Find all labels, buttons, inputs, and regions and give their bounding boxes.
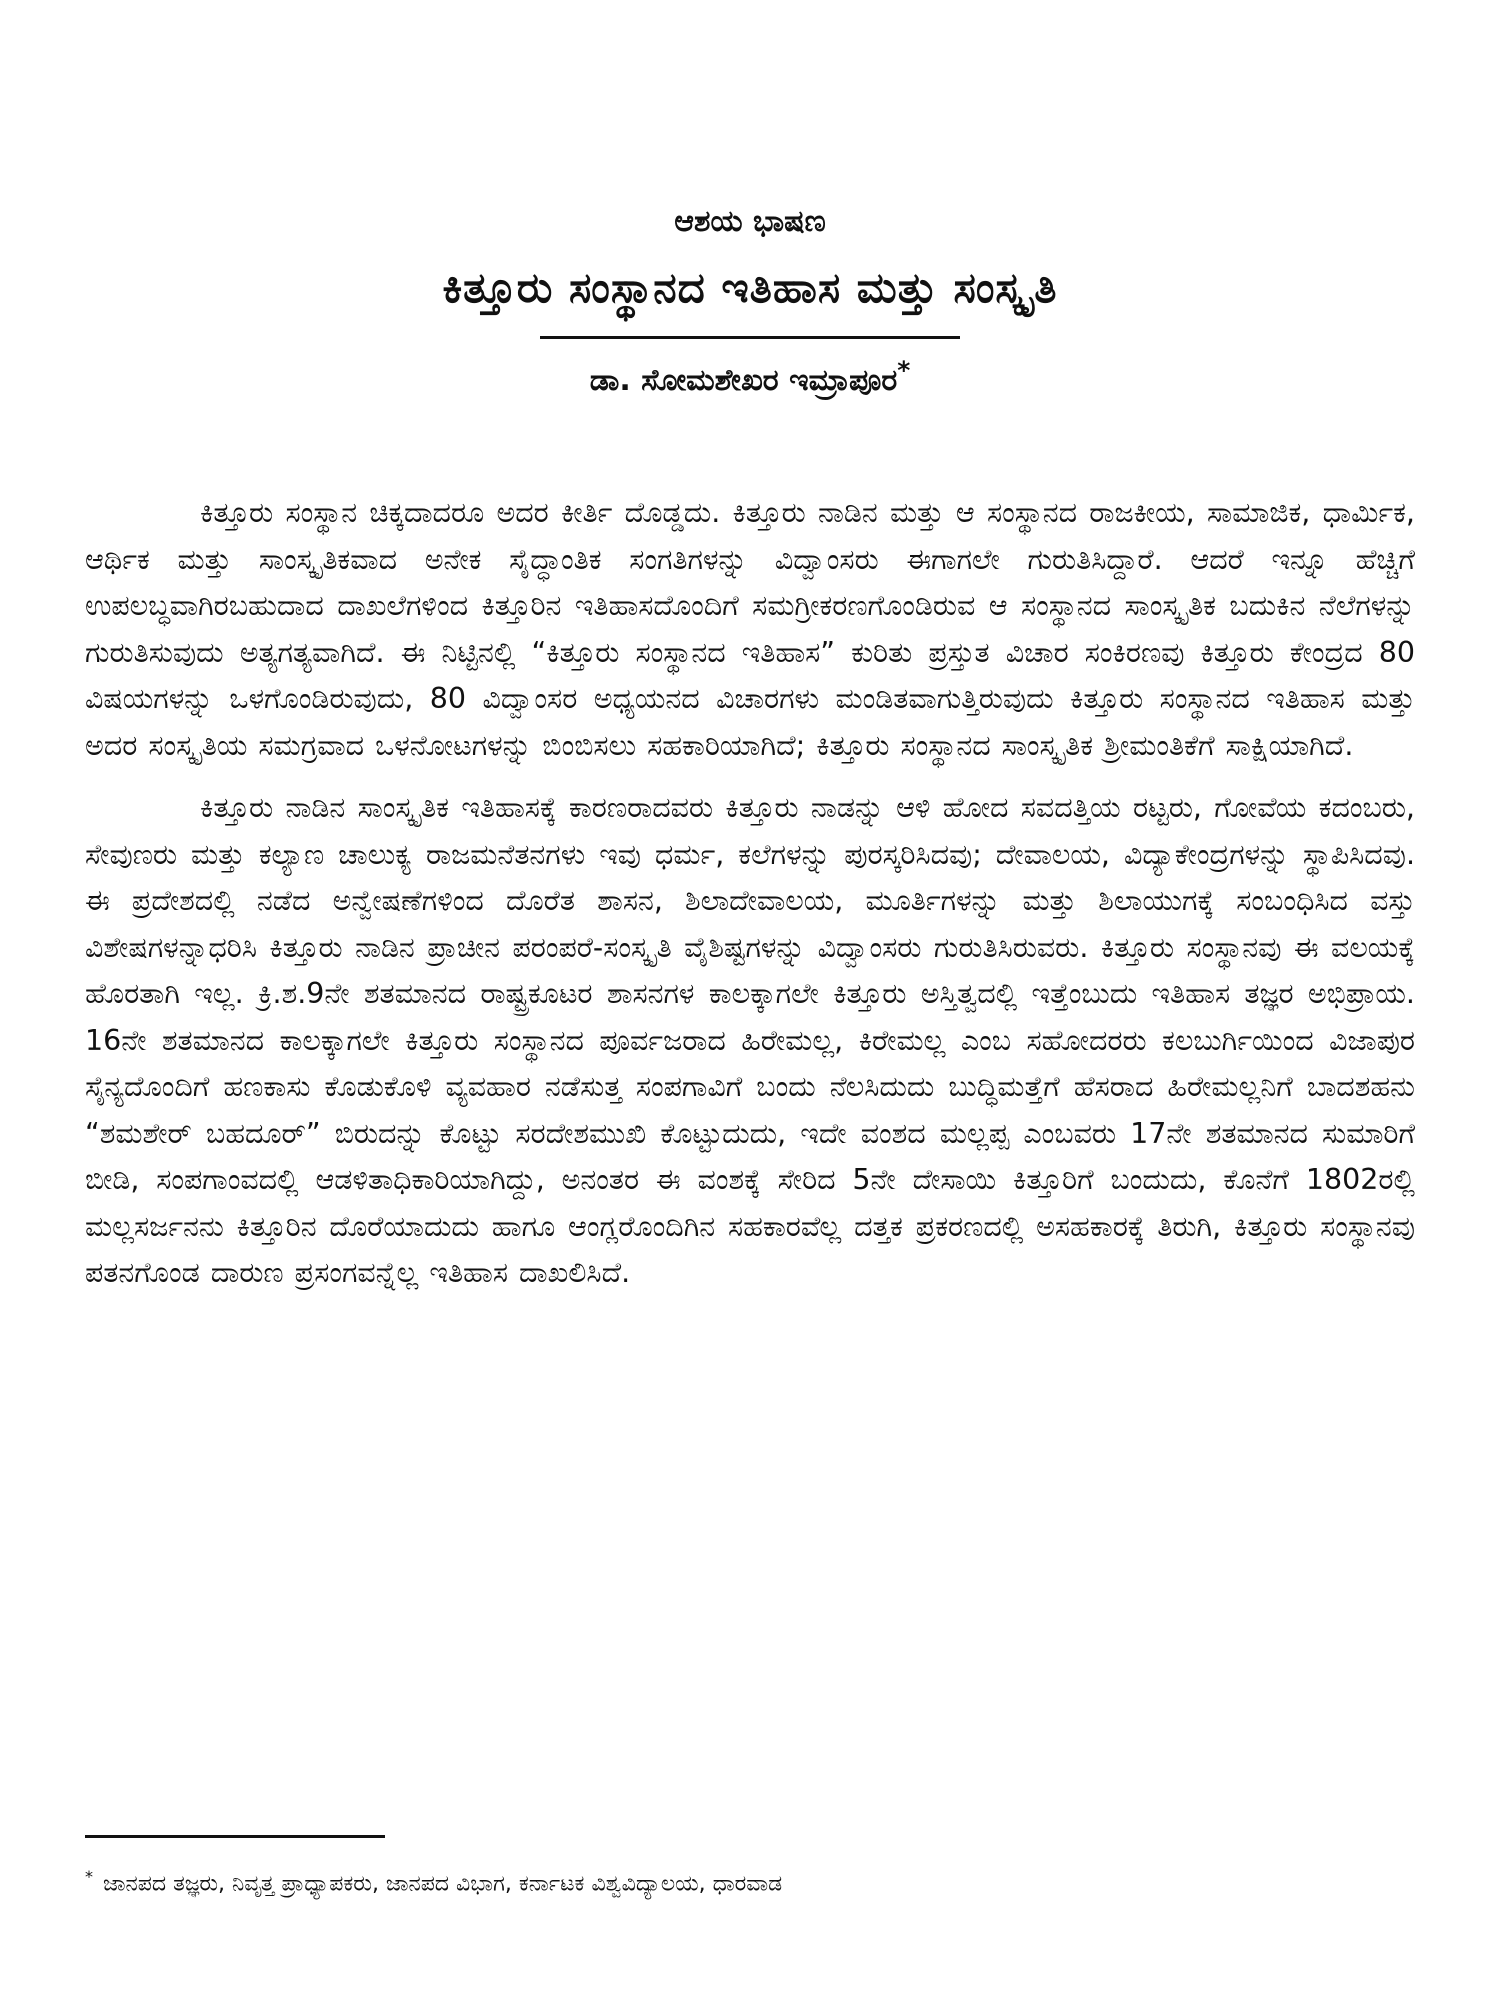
footnote-mark: * [85, 1867, 93, 1886]
section-kicker: ಆಶಯ ಭಾಷಣ [674, 204, 826, 239]
article-body [85, 490, 1415, 1313]
paragraph: ಕಿತ್ತೂರು ಸಂಸ್ಥಾನ ಚಿಕ್ಕದಾದರೂ ಅದರ ಕೀರ್ತಿ ದೊಡ್ಡದು. ಕಿತ್ತೂರು ನಾಡಿನ ಮತ್ತು ಆ ಸಂಸ್ಥಾನದ ರಾಜಕೀಯ, ಸಾಮಾಜಿಕ, ಧಾರ್ಮಿಕ, ಆರ್ಥಿಕ ಮತ್ತು ಸಾಂಸ್ಕೃತಿಕವಾದ ಅನೇಕ ಸೈದ್ಧಾಂತಿಕ ಸಂಗತಿಗಳನ್ನು ವಿದ್ವಾಂಸರು ಈಗಾಗಲೇ ಗುರುತಿಸಿದ್ದಾರೆ. ಆದರೆ ಇನ್ನೂ ಹೆಚ್ಚಿಗೆ ಉಪಲಬ್ಧವಾಗಿರಬಹುದಾದ ದಾಖಲೆಗಳಿಂದ ಕಿತ್ತೂರಿನ ಇತಿಹಾಸದೊಂದಿಗೆ ಸಮಗ್ರೀಕರಣಗೊಂಡಿರುವ ಆ ಸಂಸ್ಥಾನದ ಸಾಂಸ್ಕೃತಿಕ ಬದುಕಿನ ನೆಲೆಗಳನ್ನು ಗುರುತಿಸುವುದು ಅತ್ಯಗತ್ಯವಾಗಿದೆ. ಈ ನಿಟ್ಟಿನಲ್ಲಿ “ಕಿತ್ತೂರು ಸಂಸ್ಥಾನದ ಇತಿಹಾಸ” ಕುರಿತು ಪ್ರಸ್ತುತ ವಿಚಾರ ಸಂಕಿರಣವು ಕಿತ್ತೂರು ಕೇಂದ್ರದ 80 ವಿಷಯಗಳನ್ನು ಒಳಗೊಂಡಿರುವುದು, 80 ವಿದ್ವಾಂಸರ ಅಧ್ಯಯನದ ವಿಚಾರಗಳು ಮಂಡಿತವಾಗುತ್ತಿರುವುದು ಕಿತ್ತೂರು ಸಂಸ್ಥಾನದ ಇತಿಹಾಸ ಮತ್ತು ಅದರ ಸಂಸ್ಕೃತಿಯ ಸಮಗ್ರವಾದ ಒಳನೋಟಗಳನ್ನು ಬಿಂಬಿಸಲು ಸಹಕಾರಿಯಾಗಿದೆ; ಕಿತ್ತೂರು ಸಂಸ್ಥಾನದ ಸಾಂಸ್ಕೃತಿಕ ಶ್ರೀಮಂತಿಕೆಗೆ ಸಾಕ್ಷಿಯಾಗಿದೆ. [85, 496, 1415, 762]
title-divider [540, 336, 960, 339]
author-name: ಡಾ. ಸೋಮಶೇಖರ ಇಮ್ರಾಪೂರ [589, 363, 898, 398]
footnote-divider [85, 1835, 385, 1838]
author-line [0, 349, 1500, 403]
author-footnote-mark: * [897, 356, 911, 385]
header [0, 200, 1500, 403]
paragraph: ಕಿತ್ತೂರು ನಾಡಿನ ಸಾಂಸ್ಕೃತಿಕ ಇತಿಹಾಸಕ್ಕೆ ಕಾರಣರಾದವರು ಕಿತ್ತೂರು ನಾಡನ್ನು ಆಳಿ ಹೋದ ಸವದತ್ತಿಯ ರಟ್ಟರು, ಗೋವೆಯ ಕದಂಬರು, ಸೇವುಣರು ಮತ್ತು ಕಲ್ಯಾಣ ಚಾಲುಕ್ಯ ರಾಜಮನೆತನಗಳು ಇವು ಧರ್ಮ, ಕಲೆಗಳನ್ನು ಪುರಸ್ಕರಿಸಿದವು; ದೇವಾಲಯ, ವಿದ್ಯಾಕೇಂದ್ರಗಳನ್ನು ಸ್ಥಾಪಿಸಿದವು. ಈ ಪ್ರದೇಶದಲ್ಲಿ ನಡೆದ ಅನ್ವೇಷಣೆಗಳಿಂದ ದೊರೆತ ಶಾಸನ, ಶಿಲಾದೇವಾಲಯ, ಮೂರ್ತಿಗಳನ್ನು ಮತ್ತು ಶಿಲಾಯುಗಕ್ಕೆ ಸಂಬಂಧಿಸಿದ ವಸ್ತು ವಿಶೇಷಗಳನ್ನಾಧರಿಸಿ ಕಿತ್ತೂರು ನಾಡಿನ ಪ್ರಾಚೀನ ಪರಂಪರೆ-ಸಂಸ್ಕೃತಿ ವೈಶಿಷ್ಟಗಳನ್ನು ವಿದ್ವಾಂಸರು ಗುರುತಿಸಿರುವರು. ಕಿತ್ತೂರು ಸಂಸ್ಥಾನವು ಈ ವಲಯಕ್ಕೆ ಹೊರತಾಗಿ ಇಲ್ಲ. ಕ್ರಿ.ಶ.9ನೇ ಶತಮಾನದ ರಾಷ್ಟ್ರಕೂಟರ ಶಾಸನಗಳ ಕಾಲಕ್ಕಾಗಲೇ ಕಿತ್ತೂರು ಅಸ್ತಿತ್ವದಲ್ಲಿ ಇತ್ತೆಂಬುದು ಇತಿಹಾಸ ತಜ್ಞರ ಅಭಿಪ್ರಾಯ. 16ನೇ ಶತಮಾನದ ಕಾಲಕ್ಕಾಗಲೇ ಕಿತ್ತೂರು ಸಂಸ್ಥಾನದ ಪೂರ್ವಜರಾದ ಹಿರೇಮಲ್ಲ, ಕಿರೇಮಲ್ಲ ಎಂಬ ಸಹೋದರರು ಕಲಬುರ್ಗಿಯಿಂದ ವಿಜಾಪುರ ಸೈನ್ಯದೊಂದಿಗೆ ಹಣಕಾಸು ಕೊಡುಕೊಳಿ ವ್ಯವಹಾರ ನಡೆಸುತ್ತ ಸಂಪಗಾವಿಗೆ ಬಂದು ನೆಲಸಿದುದು ಬುದ್ಧಿಮತ್ತೆಗೆ ಹೆಸರಾದ ಹಿರೇಮಲ್ಲನಿಗೆ ಬಾದಶಹನು “ಶಮಶೇರ್ ಬಹದೂರ್” ಬಿರುದನ್ನು ಕೊಟ್ಟು ಸರದೇಶಮುಖಿ ಕೊಟ್ಟುದುದು, ಇದೇ ವಂಶದ ಮಲ್ಲಪ್ಪ ಎಂಬವರು 17ನೇ ಶತಮಾನದ ಸುಮಾರಿಗೆ ಬೀಡಿ, ಸಂಪಗಾಂವದಲ್ಲಿ ಆಡಳಿತಾಧಿಕಾರಿಯಾಗಿದ್ದು, ಅನಂತರ ಈ ವಂಶಕ್ಕೆ ಸೇರಿದ 5ನೇ ದೇಸಾಯಿ ಕಿತ್ತೂರಿಗೆ ಬಂದುದು, ಕೊನೆಗೆ 1802ರಲ್ಲಿ ಮಲ್ಲಸರ್ಜನನು ಕಿತ್ತೂರಿನ ದೊರೆಯಾದುದು ಹಾಗೂ ಆಂಗ್ಲರೊಂದಿಗಿನ ಸಹಕಾರವೆಲ್ಲ ದತ್ತಕ ಪ್ರಕರಣದಲ್ಲಿ ಅಸಹಕಾರಕ್ಕೆ ತಿರುಗಿ, ಕಿತ್ತೂರು ಸಂಸ್ಥಾನವು ಪತನಗೊಂಡ ದಾರುಣ ಪ್ರಸಂಗವನ್ನೆಲ್ಲ ಇತಿಹಾಸ ದಾಖಲಿಸಿದೆ. [85, 791, 1415, 1289]
footnote [85, 1860, 1415, 1901]
page-title: ಕಿತ್ತೂರು ಸಂಸ್ಥಾನದ ಇತಿಹಾಸ ಮತ್ತು ಸಂಸ್ಕೃತಿ [442, 263, 1058, 312]
footnote-text: ಜಾನಪದ ತಜ್ಞರು, ನಿವೃತ್ತ ಪ್ರಾಧ್ಯಾಪಕರು, ಜಾನಪದ ವಿಭಾಗ, ಕರ್ನಾಟಕ ವಿಶ್ವವಿದ್ಯಾಲಯ, ಧಾರವಾಡ [103, 1871, 783, 1897]
